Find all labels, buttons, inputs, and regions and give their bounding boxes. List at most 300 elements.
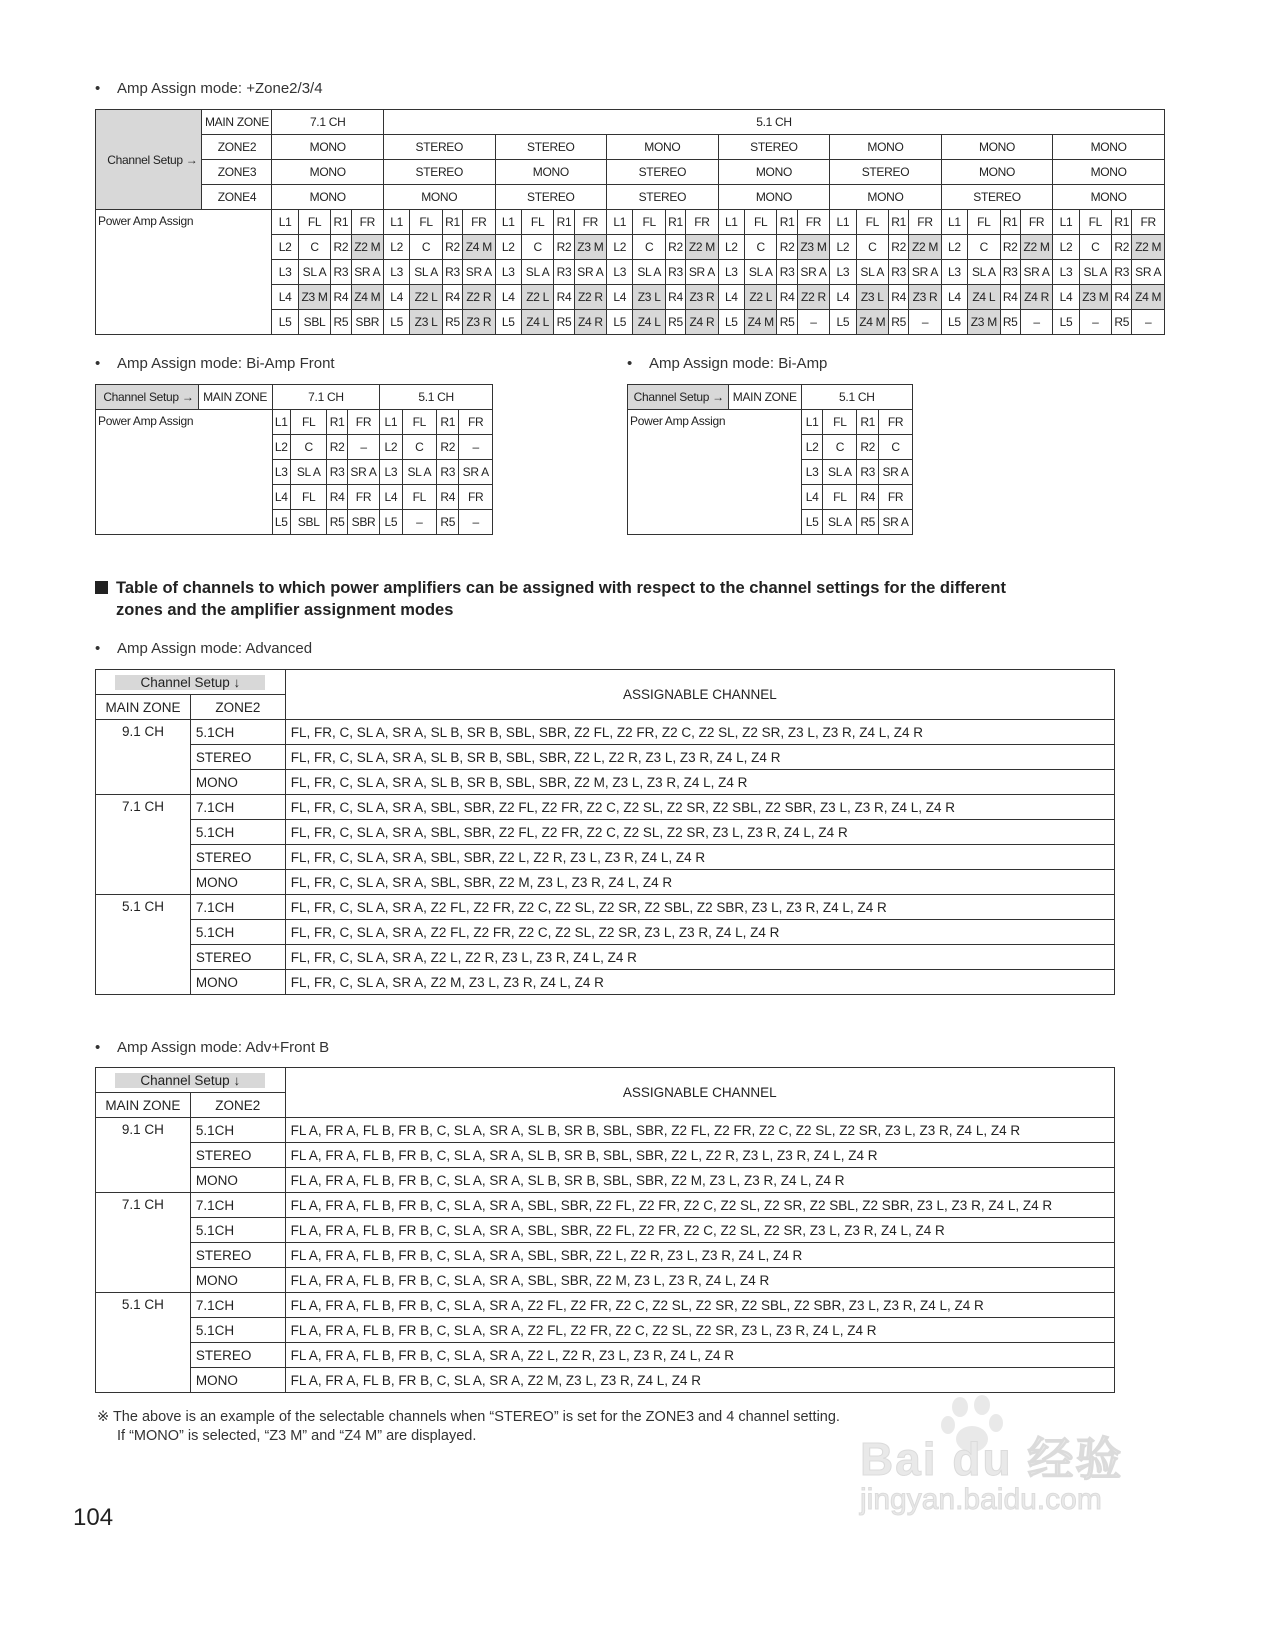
main-zone-cell: 5.1 CH — [96, 1293, 191, 1393]
amp-cell: L3 — [384, 260, 410, 285]
amp-cell: – — [909, 310, 941, 335]
amp-cell: L1 — [272, 410, 290, 435]
main-zone-cell: 7.1 CH — [96, 795, 191, 895]
amp-cell: L2 — [607, 235, 633, 260]
amp-cell: R4 — [327, 485, 347, 510]
amp-cell: R5 — [442, 310, 462, 335]
amp-cell: – — [1079, 310, 1111, 335]
main-zone-cell: 7.1 CH — [96, 1193, 191, 1293]
amp-cell: L2 — [830, 235, 856, 260]
amp-cell: R2 — [857, 435, 879, 460]
amp-cell: L4 — [607, 285, 633, 310]
amp-cell: – — [459, 510, 493, 535]
amp-cell: Z3 L — [410, 310, 442, 335]
amp-cell: SR A — [879, 460, 913, 485]
amp-cell: Z3 R — [909, 285, 941, 310]
main-zone-label: MAIN ZONE — [728, 385, 801, 410]
amp-cell: FR — [1020, 210, 1052, 235]
zone2-cell: STEREO — [190, 1343, 285, 1368]
amp-cell: SR A — [463, 260, 495, 285]
amp-cell: R1 — [665, 210, 685, 235]
table-row — [96, 1118, 1115, 1143]
amp-cell: – — [797, 310, 829, 335]
zone-setting: MONO — [718, 160, 830, 185]
amp-cell: L3 — [801, 460, 823, 485]
amp-cell: SL A — [1079, 260, 1111, 285]
amp-cell: R2 — [889, 235, 909, 260]
assignable-channel-header: ASSIGNABLE CHANNEL — [285, 1068, 1114, 1118]
power-amp-assign-label: Power Amp Assign — [96, 210, 272, 335]
assignable-channel-cell: FL A, FR A, FL B, FR B, C, SL A, SR A, SL B, SR B, SBL, SBR, Z2 M, Z3 L, Z3 R, Z4 L, Z4 R — [285, 1168, 1114, 1193]
amp-cell: L5 — [495, 310, 521, 335]
section-title-advanced: • Amp Assign mode: Advanced — [95, 640, 313, 657]
amp-cell: R2 — [331, 235, 351, 260]
amp-cell: FL — [290, 485, 327, 510]
zone-label: MAIN ZONE — [202, 110, 272, 135]
amp-cell: R4 — [1112, 285, 1132, 310]
baidu-watermark: Bai du 经验 jingyan.baidu.com — [860, 1395, 1140, 1525]
amp-cell: R3 — [1112, 260, 1132, 285]
amp-cell: FR — [351, 210, 383, 235]
amp-cell: L4 — [272, 285, 298, 310]
amp-cell: SR A — [909, 260, 941, 285]
amp-cell: SBL — [290, 510, 327, 535]
amp-cell: Z4 M — [856, 310, 888, 335]
amp-cell: SL A — [823, 510, 857, 535]
amp-cell: L5 — [272, 510, 290, 535]
zone-setting: STEREO — [495, 185, 607, 210]
amp-cell: L1 — [801, 410, 823, 435]
amp-cell: L4 — [830, 285, 856, 310]
amp-cell: Z4 M — [463, 235, 495, 260]
zone2-cell: MONO — [190, 1368, 285, 1393]
channel-table-heading: Table of channels to which power amplifiers can be assigned with respect to the channel settings for the different zones and the amplifier assignment modes — [95, 577, 1195, 621]
table-row — [96, 410, 493, 435]
amp-cell: L2 — [495, 235, 521, 260]
amp-cell: R1 — [327, 410, 347, 435]
amp-cell: FR — [879, 410, 913, 435]
amp-cell: L4 — [801, 485, 823, 510]
assignable-channel-cell: FL A, FR A, FL B, FR B, C, SL A, SR A, Z2 L, Z2 R, Z3 L, Z3 R, Z4 L, Z4 R — [285, 1343, 1114, 1368]
amp-cell: L5 — [830, 310, 856, 335]
amp-cell: R1 — [442, 210, 462, 235]
amp-cell: R3 — [857, 460, 879, 485]
amp-cell: C — [633, 235, 665, 260]
amp-cell: FR — [797, 210, 829, 235]
amp-cell: Z2 R — [463, 285, 495, 310]
amp-cell: L3 — [718, 260, 744, 285]
amp-cell: FL — [290, 410, 327, 435]
table-row — [96, 160, 1165, 185]
amp-cell: L4 — [495, 285, 521, 310]
amp-cell: FR — [909, 210, 941, 235]
amp-cell: R2 — [665, 235, 685, 260]
zone2-cell: STEREO — [190, 1243, 285, 1268]
zone-label: ZONE4 — [202, 185, 272, 210]
table-row — [96, 1218, 1115, 1243]
amp-cell: L2 — [272, 435, 290, 460]
amp-cell: Z4 R — [574, 310, 606, 335]
amp-cell: FR — [347, 410, 379, 435]
amp-cell: SL A — [823, 460, 857, 485]
assignable-channel-cell: FL, FR, C, SL A, SR A, SL B, SR B, SBL, SBR, Z2 M, Z3 L, Z3 R, Z4 L, Z4 R — [285, 770, 1114, 795]
amp-cell: SBR — [347, 510, 379, 535]
amp-cell: R5 — [889, 310, 909, 335]
amp-cell: Z3 R — [463, 310, 495, 335]
zone-setting: STEREO — [718, 135, 830, 160]
amp-cell: R1 — [889, 210, 909, 235]
zone-setting: STEREO — [384, 160, 496, 185]
channel-setup-label: Channel Setup ↓ — [115, 675, 265, 690]
assignable-channel-cell: FL A, FR A, FL B, FR B, C, SL A, SR A, Z2 M, Z3 L, Z3 R, Z4 L, Z4 R — [285, 1368, 1114, 1393]
amp-cell: SR A — [574, 260, 606, 285]
amp-cell: R5 — [331, 310, 351, 335]
table-row — [96, 385, 493, 410]
amp-cell: R4 — [554, 285, 574, 310]
amp-cell: R3 — [554, 260, 574, 285]
table-row — [96, 1343, 1115, 1368]
zone-setting: STEREO — [830, 160, 942, 185]
amp-cell: L2 — [384, 235, 410, 260]
amp-cell: R2 — [777, 235, 797, 260]
zone-setting: MONO — [941, 160, 1053, 185]
zone-setting: STEREO — [941, 185, 1053, 210]
amp-cell: FR — [574, 210, 606, 235]
table-row — [96, 895, 1115, 920]
channel-setup-header — [96, 1068, 286, 1093]
amp-cell: R3 — [327, 460, 347, 485]
amp-cell: C — [1079, 235, 1111, 260]
amp-cell: R2 — [437, 435, 459, 460]
amp-cell: SR A — [686, 260, 718, 285]
amp-cell: R2 — [554, 235, 574, 260]
table-row — [96, 1243, 1115, 1268]
amp-cell: Z4 M — [745, 310, 777, 335]
amp-cell: L1 — [384, 210, 410, 235]
amp-cell: FL — [823, 485, 857, 510]
adv-front-b-table — [95, 1067, 1115, 1393]
zone2-cell: 5.1CH — [190, 1118, 285, 1143]
main-zone-value: 7.1 CH — [272, 110, 384, 135]
amp-cell: C — [298, 235, 330, 260]
amp-cell: FL — [402, 485, 437, 510]
table-row — [96, 745, 1115, 770]
main-zone-cell: 9.1 CH — [96, 720, 191, 795]
amp-cell: R1 — [1000, 210, 1020, 235]
table-row — [96, 1368, 1115, 1393]
assignable-channel-cell: FL A, FR A, FL B, FR B, C, SL A, SR A, Z2 FL, Z2 FR, Z2 C, Z2 SL, Z2 SR, Z3 L, Z3 R, Z4 L, Z4 R — [285, 1318, 1114, 1343]
zone2-cell: 5.1CH — [190, 720, 285, 745]
table-row — [96, 845, 1115, 870]
amp-cell: SL A — [633, 260, 665, 285]
zone2-header: ZONE2 — [190, 1093, 285, 1118]
amp-cell: R5 — [857, 510, 879, 535]
page-number: 104 — [73, 1504, 114, 1531]
amp-cell: L4 — [718, 285, 744, 310]
assignable-channel-cell: FL, FR, C, SL A, SR A, SBL, SBR, Z2 FL, Z2 FR, Z2 C, Z2 SL, Z2 SR, Z3 L, Z3 R, Z4 L, Z4 R — [285, 820, 1114, 845]
amp-cell: R4 — [665, 285, 685, 310]
amp-cell: SR A — [459, 460, 493, 485]
amp-cell: FR — [879, 485, 913, 510]
main-zone-cell: 5.1 CH — [96, 895, 191, 995]
amp-cell: Z2 M — [1020, 235, 1052, 260]
main-zone-value: 5.1 CH — [380, 385, 493, 410]
section-title-zone234: • Amp Assign mode: +Zone2/3/4 — [95, 80, 323, 97]
amp-cell: FL — [410, 210, 442, 235]
assignable-channel-cell: FL, FR, C, SL A, SR A, Z2 M, Z3 L, Z3 R, Z4 L, Z4 R — [285, 970, 1114, 995]
main-zone-cell: 9.1 CH — [96, 1118, 191, 1193]
assignable-channel-cell: FL A, FR A, FL B, FR B, C, SL A, SR A, SL B, SR B, SBL, SBR, Z2 FL, Z2 FR, Z2 C, Z2 SL, Z2 SR, Z3 L, Z3 R, Z4 L, Z4 R — [285, 1118, 1114, 1143]
channel-setup-label: Channel Setup → — [96, 385, 199, 410]
amp-cell: L5 — [718, 310, 744, 335]
main-zone-value: 5.1 CH — [384, 110, 1165, 135]
assignable-channel-cell: FL, FR, C, SL A, SR A, Z2 FL, Z2 FR, Z2 C, Z2 SL, Z2 SR, Z2 SBL, Z2 SBR, Z3 L, Z3 R, Z4 L, Z4 R — [285, 895, 1114, 920]
table-row — [96, 1268, 1115, 1293]
amp-cell: FL — [968, 210, 1000, 235]
amp-cell: R4 — [777, 285, 797, 310]
amp-cell: R3 — [777, 260, 797, 285]
main-zone-value: 7.1 CH — [272, 385, 380, 410]
amp-cell: Z2 L — [410, 285, 442, 310]
amp-cell: FL — [633, 210, 665, 235]
amp-cell: FL — [402, 410, 437, 435]
amp-cell: L1 — [941, 210, 967, 235]
table-row — [96, 1193, 1115, 1218]
zone-setting: STEREO — [607, 185, 719, 210]
amp-cell: R2 — [442, 235, 462, 260]
assignable-channel-cell: FL, FR, C, SL A, SR A, SBL, SBR, Z2 M, Z3 L, Z3 R, Z4 L, Z4 R — [285, 870, 1114, 895]
amp-cell: L1 — [830, 210, 856, 235]
amp-cell: FL — [823, 410, 857, 435]
amp-cell: L4 — [384, 285, 410, 310]
amp-cell: SL A — [856, 260, 888, 285]
amp-cell: L1 — [607, 210, 633, 235]
table-row — [96, 1293, 1115, 1318]
amp-cell: FR — [347, 485, 379, 510]
table-row — [628, 410, 913, 435]
amp-cell: L4 — [941, 285, 967, 310]
amp-cell: R3 — [665, 260, 685, 285]
amp-cell: L5 — [272, 310, 298, 335]
amp-cell: Z2 M — [909, 235, 941, 260]
amp-cell: R5 — [1112, 310, 1132, 335]
amp-cell: FR — [1132, 210, 1165, 235]
section-title-biamp-front: • Amp Assign mode: Bi-Amp Front — [95, 355, 335, 372]
zone2-cell: MONO — [190, 970, 285, 995]
assignable-channel-cell: FL A, FR A, FL B, FR B, C, SL A, SR A, SBL, SBR, Z2 L, Z2 R, Z3 L, Z3 R, Z4 L, Z4 R — [285, 1243, 1114, 1268]
amp-cell: SR A — [1132, 260, 1165, 285]
amp-cell: R4 — [442, 285, 462, 310]
amp-cell: R3 — [1000, 260, 1020, 285]
table-row — [96, 920, 1115, 945]
amp-cell: SL A — [410, 260, 442, 285]
assignable-channel-cell: FL, FR, C, SL A, SR A, SL B, SR B, SBL, SBR, Z2 L, Z2 R, Z3 L, Z3 R, Z4 L, Z4 R — [285, 745, 1114, 770]
amp-cell: L1 — [272, 210, 298, 235]
amp-cell: SL A — [290, 460, 327, 485]
amp-cell: L2 — [941, 235, 967, 260]
zone-setting: MONO — [830, 185, 942, 210]
main-zone-header: MAIN ZONE — [96, 1093, 191, 1118]
channel-setup-label: Channel Setup ↓ — [115, 1073, 265, 1088]
amp-cell: L3 — [941, 260, 967, 285]
zone-setting: STEREO — [384, 135, 496, 160]
power-amp-assign-label: Power Amp Assign — [628, 410, 802, 535]
zone-setting: MONO — [272, 135, 384, 160]
amp-cell: L1 — [718, 210, 744, 235]
amp-cell: Z4 R — [686, 310, 718, 335]
amp-cell: L3 — [272, 460, 290, 485]
amp-cell: L5 — [384, 310, 410, 335]
amp-cell: R4 — [857, 485, 879, 510]
assignable-channel-cell: FL, FR, C, SL A, SR A, SBL, SBR, Z2 FL, Z2 FR, Z2 C, Z2 SL, Z2 SR, Z2 SBL, Z2 SBR, Z3 L, Z3 R, Z4 L, Z4 R — [285, 795, 1114, 820]
assignable-channel-cell: FL, FR, C, SL A, SR A, Z2 L, Z2 R, Z3 L, Z3 R, Z4 L, Z4 R — [285, 945, 1114, 970]
amp-cell: R1 — [1112, 210, 1132, 235]
amp-cell: SR A — [1020, 260, 1052, 285]
zone-setting: STEREO — [495, 135, 607, 160]
amp-cell: R3 — [889, 260, 909, 285]
amp-cell: Z3 M — [797, 235, 829, 260]
zone-setting: MONO — [607, 135, 719, 160]
amp-cell: Z2 R — [574, 285, 606, 310]
amp-cell: L5 — [801, 510, 823, 535]
biamp-table — [627, 384, 913, 535]
amp-cell: FR — [459, 485, 493, 510]
amp-cell: L4 — [1053, 285, 1079, 310]
amp-cell: Z3 L — [856, 285, 888, 310]
zone2-cell: 5.1CH — [190, 1218, 285, 1243]
amp-cell: C — [410, 235, 442, 260]
zone234-table — [95, 109, 1165, 335]
amp-cell: L2 — [718, 235, 744, 260]
table-row — [96, 185, 1165, 210]
amp-cell: L2 — [1053, 235, 1079, 260]
amp-cell: Z3 R — [686, 285, 718, 310]
channel-setup-header — [96, 670, 286, 695]
amp-cell: C — [402, 435, 437, 460]
table-row — [96, 770, 1115, 795]
amp-cell: R1 — [437, 410, 459, 435]
amp-cell: Z3 L — [633, 285, 665, 310]
amp-cell: L3 — [1053, 260, 1079, 285]
table-row — [96, 1318, 1115, 1343]
assignable-channel-cell: FL, FR, C, SL A, SR A, Z2 FL, Z2 FR, Z2 C, Z2 SL, Z2 SR, Z3 L, Z3 R, Z4 L, Z4 R — [285, 920, 1114, 945]
amp-cell: FL — [856, 210, 888, 235]
channel-setup-label: Channel Setup → — [628, 385, 729, 410]
amp-cell: Z4 R — [1020, 285, 1052, 310]
amp-cell: FL — [745, 210, 777, 235]
amp-cell: R4 — [1000, 285, 1020, 310]
table-row — [96, 1068, 1115, 1093]
zone-setting: MONO — [1053, 160, 1165, 185]
amp-cell: R1 — [331, 210, 351, 235]
amp-cell: R2 — [327, 435, 347, 460]
amp-cell: L2 — [801, 435, 823, 460]
amp-cell: FL — [298, 210, 330, 235]
amp-cell: C — [745, 235, 777, 260]
amp-cell: Z2 M — [686, 235, 718, 260]
amp-cell: L3 — [830, 260, 856, 285]
amp-cell: L1 — [380, 410, 402, 435]
amp-cell: L4 — [272, 485, 290, 510]
amp-cell: R1 — [554, 210, 574, 235]
amp-cell: R4 — [437, 485, 459, 510]
amp-cell: Z2 L — [745, 285, 777, 310]
zone2-cell: MONO — [190, 1268, 285, 1293]
zone-setting: MONO — [1053, 185, 1165, 210]
amp-cell: SL A — [745, 260, 777, 285]
table-row — [96, 870, 1115, 895]
amp-cell: SL A — [298, 260, 330, 285]
zone2-cell: STEREO — [190, 845, 285, 870]
amp-cell: L5 — [607, 310, 633, 335]
amp-cell: C — [856, 235, 888, 260]
amp-cell: SBR — [351, 310, 383, 335]
amp-cell: SR A — [347, 460, 379, 485]
power-amp-assign-label: Power Amp Assign — [96, 410, 273, 535]
zone-setting: MONO — [272, 160, 384, 185]
amp-cell: SR A — [351, 260, 383, 285]
amp-cell: R2 — [1112, 235, 1132, 260]
amp-cell: L5 — [1053, 310, 1079, 335]
assignable-channel-header: ASSIGNABLE CHANNEL — [285, 670, 1114, 720]
amp-cell: R2 — [1000, 235, 1020, 260]
zone-label: ZONE2 — [202, 135, 272, 160]
amp-cell: Z4 L — [633, 310, 665, 335]
amp-cell: R5 — [1000, 310, 1020, 335]
amp-cell: C — [290, 435, 327, 460]
amp-cell: SBL — [298, 310, 330, 335]
assignable-channel-cell: FL A, FR A, FL B, FR B, C, SL A, SR A, SL B, SR B, SBL, SBR, Z2 L, Z2 R, Z3 L, Z3 R, Z4 L, Z4 R — [285, 1143, 1114, 1168]
amp-cell: L4 — [380, 485, 402, 510]
amp-cell: R3 — [442, 260, 462, 285]
table-row — [96, 945, 1115, 970]
advanced-table — [95, 669, 1115, 995]
table-row — [628, 385, 913, 410]
table-row — [96, 1143, 1115, 1168]
zone2-cell: 7.1CH — [190, 1193, 285, 1218]
amp-cell: R4 — [889, 285, 909, 310]
amp-cell: R3 — [437, 460, 459, 485]
footnote: ※ The above is an example of the selectable channels when “STEREO” is set for the ZONE3 and 4 channel setting. If “MONO” is selected, “Z3 M” and “Z4 M” are displayed. — [97, 1409, 840, 1444]
amp-cell: Z4 L — [968, 285, 1000, 310]
zone2-cell: 7.1CH — [190, 795, 285, 820]
assignable-channel-cell: FL, FR, C, SL A, SR A, SL B, SR B, SBL, SBR, Z2 FL, Z2 FR, Z2 C, Z2 SL, Z2 SR, Z3 L, Z3 R, Z4 L, Z4 R — [285, 720, 1114, 745]
amp-cell: SL A — [521, 260, 553, 285]
zone2-header: ZONE2 — [190, 695, 285, 720]
amp-cell: SL A — [402, 460, 437, 485]
amp-cell: R5 — [437, 510, 459, 535]
amp-cell: Z2 R — [797, 285, 829, 310]
amp-cell: Z2 M — [351, 235, 383, 260]
zone-setting: MONO — [718, 185, 830, 210]
zone2-cell: 5.1CH — [190, 920, 285, 945]
amp-cell: Z4 M — [1132, 285, 1165, 310]
amp-cell: FL — [521, 210, 553, 235]
amp-cell: Z3 M — [1079, 285, 1111, 310]
zone2-cell: MONO — [190, 870, 285, 895]
amp-cell: L1 — [1053, 210, 1079, 235]
zone2-cell: 5.1CH — [190, 820, 285, 845]
amp-cell: FR — [459, 410, 493, 435]
zone-setting: MONO — [272, 185, 384, 210]
amp-cell: FR — [686, 210, 718, 235]
zone2-cell: MONO — [190, 1168, 285, 1193]
zone2-cell: 7.1CH — [190, 1293, 285, 1318]
amp-cell: SL A — [968, 260, 1000, 285]
amp-cell: R5 — [665, 310, 685, 335]
zone2-cell: 5.1CH — [190, 1318, 285, 1343]
zone-setting: STEREO — [607, 160, 719, 185]
